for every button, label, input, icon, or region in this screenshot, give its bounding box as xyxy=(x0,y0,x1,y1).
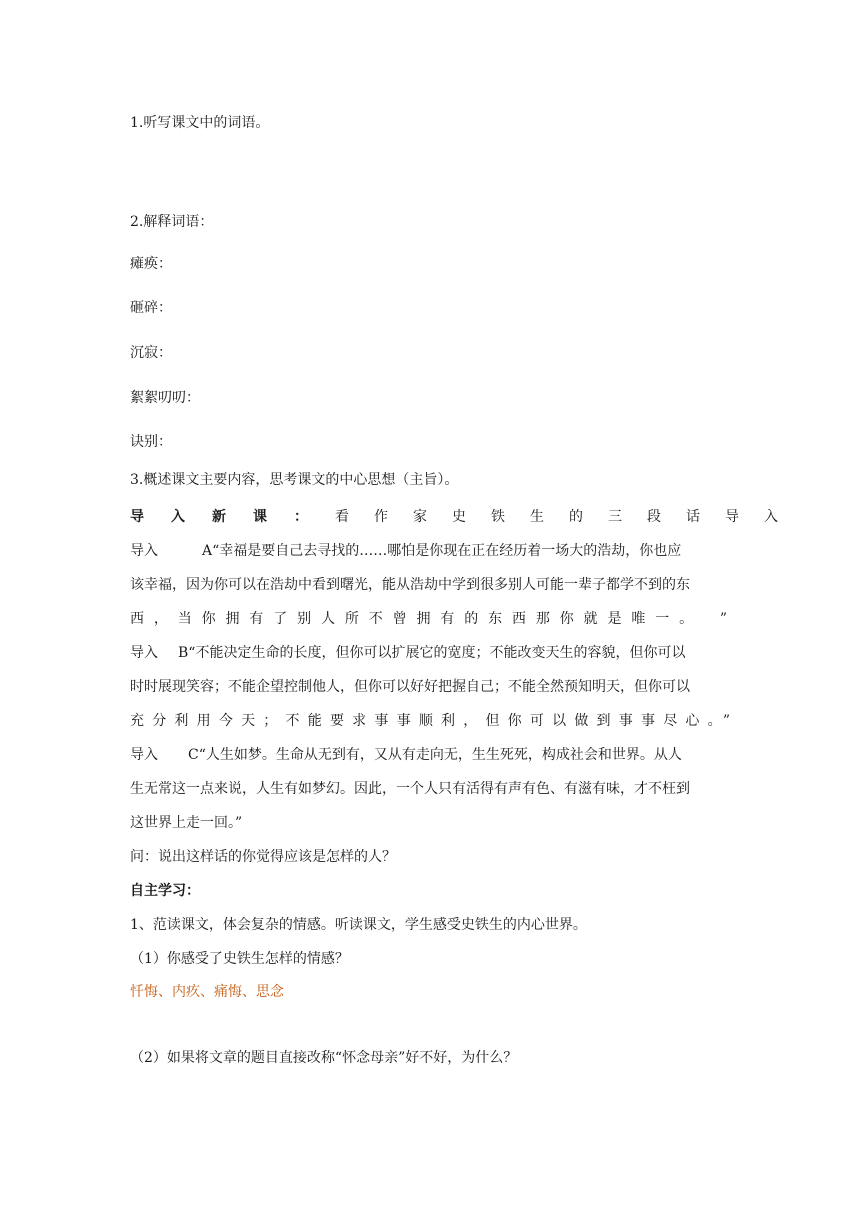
quote-c-line-1 xyxy=(130,745,682,765)
quote-c-label: 导入 xyxy=(130,747,158,763)
word-chenji: 沉寂： xyxy=(130,345,172,361)
word-juebie: 诀别： xyxy=(130,434,172,450)
quote-c-line-3: 这世界上走一回。” xyxy=(130,815,243,831)
word-tanhuan: 瘫痪： xyxy=(130,256,172,272)
quote-a-line-2: 该幸福，因为你可以在浩劫中看到曙光，能从浩劫中学到很多别人可能一辈子都学不到的东 xyxy=(130,577,690,593)
quote-b-line-3: 充分利用今天；不能要求事事顺利，但你可以做到事事尽心。” xyxy=(130,713,730,729)
intro-label: 导入新课： xyxy=(130,509,335,525)
quote-a-line-3: 西，当你拥有了别人所不曾拥有的东西那你就是唯一。 ” xyxy=(130,611,730,627)
quote-c-line-2: 生无常这一点来说，人生有如梦幻。因此，一个人只有活得有声有色、有滋有味，才不枉到 xyxy=(130,781,690,797)
intro-text: 看作家史铁生的三段话导入 xyxy=(335,509,803,525)
item-3-summary: 3.概述课文主要内容，思考课文的中心思想（主旨）。 xyxy=(130,472,459,488)
word-xuxudaodao: 絮絮叨叨： xyxy=(130,390,200,406)
answer-1: 忏悔、内疚、痛悔、思念 xyxy=(130,984,284,1000)
quote-a-line-1 xyxy=(130,541,681,561)
quote-b-line-2: 时时展现笑容；不能企望控制他人，但你可以好好把握自己；不能全然预知明天，但你可以 xyxy=(130,679,690,695)
word-zasui: 砸碎： xyxy=(130,300,172,316)
quote-b-text-1: B“不能决定生命的长度，但你可以扩展它的宽度；不能改变天生的容貌，但你可以 xyxy=(178,645,686,661)
self-study-item-1: 1、范读课文，体会复杂的情感。听读课文，学生感受史铁生的内心世界。 xyxy=(130,917,587,933)
quote-c-text-1: C“人生如梦。生命从无到有，又从有走向无，生生死死，构成社会和世界。从人 xyxy=(188,747,682,763)
quote-a-label: 导入 xyxy=(130,543,158,559)
quote-b-line-1 xyxy=(130,643,685,663)
item-2-explain-words: 2.解释词语： xyxy=(130,214,214,230)
sub-question-2: （2）如果将文章的题目直接改称“怀念母亲”好不好，为什么？ xyxy=(130,1050,518,1066)
intro-heading xyxy=(130,507,803,527)
quote-a-text-1: A“幸福是要自己去寻找的……哪怕是你现在正在经历着一场大的浩劫，你也应 xyxy=(202,543,682,559)
question-line: 问：说出这样话的你觉得应该是怎样的人？ xyxy=(130,849,396,865)
sub-question-1: （1）你感受了史铁生怎样的情感？ xyxy=(130,951,349,967)
self-study-heading: 自主学习： xyxy=(130,883,200,899)
quote-b-label: 导入 xyxy=(130,645,158,661)
item-1-dictation: 1.听写课文中的词语。 xyxy=(130,115,270,131)
